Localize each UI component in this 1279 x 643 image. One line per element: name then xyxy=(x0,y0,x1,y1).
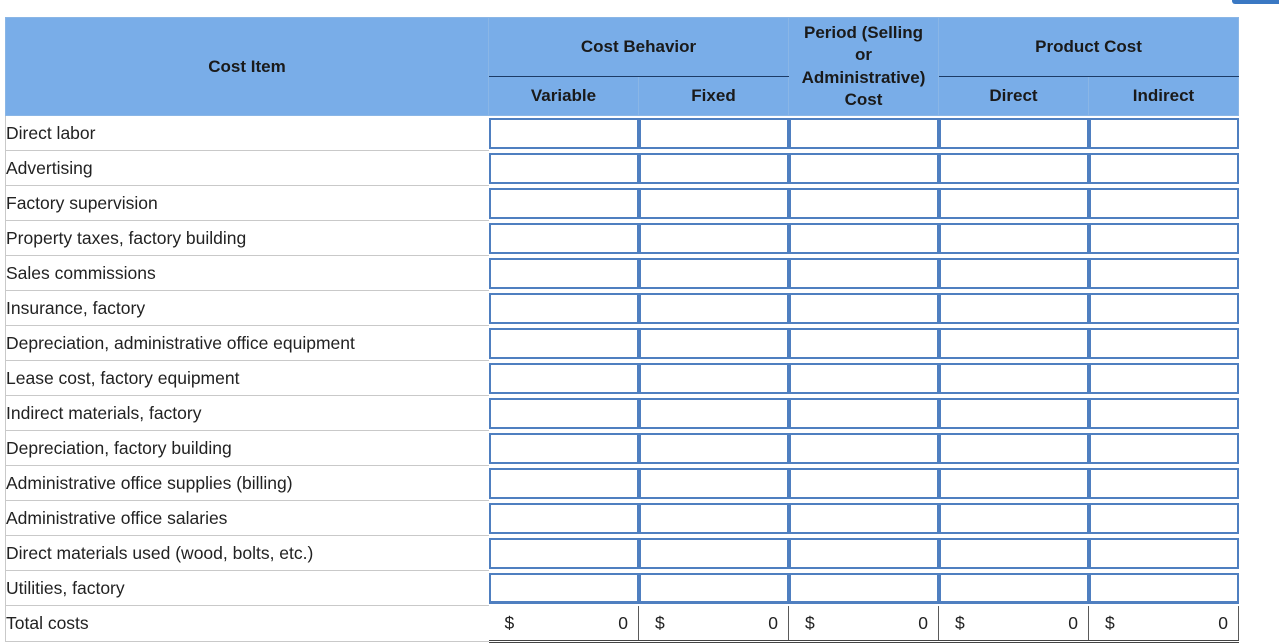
variable-input[interactable] xyxy=(489,188,639,219)
period-cell xyxy=(789,186,939,221)
total-direct xyxy=(939,606,1089,642)
fixed-input[interactable] xyxy=(639,188,789,219)
total-label: Total costs xyxy=(6,606,489,642)
indirect-input[interactable] xyxy=(1089,363,1239,394)
indirect-cell xyxy=(1089,571,1239,606)
table-row xyxy=(6,361,1239,396)
period-cell xyxy=(789,326,939,361)
period-cell xyxy=(789,501,939,536)
currency-symbol: $ xyxy=(655,612,665,633)
fixed-input[interactable] xyxy=(639,118,789,149)
period-cell xyxy=(789,431,939,466)
header-fixed: Fixed xyxy=(639,77,789,116)
variable-cell xyxy=(489,326,639,361)
fixed-input[interactable] xyxy=(639,293,789,324)
corner-tab[interactable] xyxy=(1232,0,1279,4)
direct-input[interactable] xyxy=(939,433,1089,464)
period-input[interactable] xyxy=(789,118,939,149)
direct-input[interactable] xyxy=(939,293,1089,324)
currency-symbol: $ xyxy=(1105,612,1115,633)
indirect-input[interactable] xyxy=(1089,258,1239,289)
period-cell xyxy=(789,291,939,326)
fixed-input[interactable] xyxy=(639,468,789,499)
table-row xyxy=(6,501,1239,536)
header-period-line1: Period (Selling xyxy=(803,22,924,42)
table-row xyxy=(6,396,1239,431)
header-period-cost xyxy=(789,18,939,116)
indirect-cell xyxy=(1089,186,1239,221)
indirect-input[interactable] xyxy=(1089,188,1239,219)
direct-cell xyxy=(939,571,1089,606)
indirect-cell xyxy=(1089,501,1239,536)
variable-input[interactable] xyxy=(489,503,639,534)
variable-cell xyxy=(489,151,639,186)
direct-input[interactable] xyxy=(939,223,1089,254)
total-period-value: 0 xyxy=(918,612,928,633)
period-input[interactable] xyxy=(789,223,939,254)
header-direct: Direct xyxy=(939,77,1089,116)
period-input[interactable] xyxy=(789,153,939,184)
indirect-cell xyxy=(1089,151,1239,186)
direct-input[interactable] xyxy=(939,153,1089,184)
variable-cell xyxy=(489,396,639,431)
indirect-cell xyxy=(1089,431,1239,466)
table-row xyxy=(6,466,1239,501)
variable-input[interactable] xyxy=(489,398,639,429)
direct-cell xyxy=(939,466,1089,501)
indirect-input[interactable] xyxy=(1089,503,1239,534)
indirect-input[interactable] xyxy=(1089,468,1239,499)
total-row xyxy=(6,606,1239,642)
variable-input[interactable] xyxy=(489,118,639,149)
cost-item-label: Utilities, factory xyxy=(6,571,489,606)
indirect-input[interactable] xyxy=(1089,118,1239,149)
fixed-cell xyxy=(639,221,789,256)
indirect-input[interactable] xyxy=(1089,328,1239,359)
period-input[interactable] xyxy=(789,188,939,219)
cost-item-label: Administrative office supplies (billing) xyxy=(6,466,489,501)
direct-input[interactable] xyxy=(939,188,1089,219)
indirect-input[interactable] xyxy=(1089,398,1239,429)
variable-cell xyxy=(489,361,639,396)
fixed-cell xyxy=(639,326,789,361)
table-row xyxy=(6,571,1239,606)
indirect-cell xyxy=(1089,361,1239,396)
period-input[interactable] xyxy=(789,293,939,324)
direct-cell xyxy=(939,151,1089,186)
period-cell xyxy=(789,221,939,256)
variable-cell xyxy=(489,571,639,606)
period-cell xyxy=(789,116,939,151)
variable-cell xyxy=(489,116,639,151)
indirect-input[interactable] xyxy=(1089,433,1239,464)
cost-table-body xyxy=(6,116,1239,642)
fixed-cell xyxy=(639,186,789,221)
total-indirect xyxy=(1089,606,1239,642)
header-cost-item: Cost Item xyxy=(6,18,489,116)
direct-cell xyxy=(939,536,1089,571)
variable-cell xyxy=(489,431,639,466)
fixed-cell xyxy=(639,361,789,396)
variable-input[interactable] xyxy=(489,363,639,394)
indirect-cell xyxy=(1089,466,1239,501)
currency-symbol: $ xyxy=(955,612,965,633)
cost-item-label: Sales commissions xyxy=(6,256,489,291)
period-cell xyxy=(789,536,939,571)
total-period xyxy=(789,606,939,642)
table-row xyxy=(6,536,1239,571)
direct-input[interactable] xyxy=(939,538,1089,569)
header-indirect: Indirect xyxy=(1089,77,1239,116)
direct-cell xyxy=(939,501,1089,536)
variable-input[interactable] xyxy=(489,433,639,464)
cost-item-label: Indirect materials, factory xyxy=(6,396,489,431)
total-fixed xyxy=(639,606,789,642)
currency-symbol: $ xyxy=(504,612,515,633)
indirect-cell xyxy=(1089,116,1239,151)
cost-item-label: Factory supervision xyxy=(6,186,489,221)
period-cell xyxy=(789,571,939,606)
table-row xyxy=(6,151,1239,186)
period-cell xyxy=(789,396,939,431)
fixed-cell xyxy=(639,536,789,571)
indirect-input[interactable] xyxy=(1089,153,1239,184)
period-input[interactable] xyxy=(789,503,939,534)
indirect-cell xyxy=(1089,326,1239,361)
direct-input[interactable] xyxy=(939,503,1089,534)
cost-item-label: Direct materials used (wood, bolts, etc.) xyxy=(6,536,489,571)
direct-cell xyxy=(939,291,1089,326)
fixed-input[interactable] xyxy=(639,538,789,569)
direct-cell xyxy=(939,221,1089,256)
direct-cell xyxy=(939,431,1089,466)
cost-item-label: Insurance, factory xyxy=(6,291,489,326)
period-cell xyxy=(789,466,939,501)
variable-input[interactable] xyxy=(489,468,639,499)
variable-cell xyxy=(489,466,639,501)
cost-item-label: Direct labor xyxy=(6,116,489,151)
fixed-cell xyxy=(639,291,789,326)
total-indirect-value: 0 xyxy=(1218,612,1229,633)
indirect-cell xyxy=(1089,291,1239,326)
fixed-input[interactable] xyxy=(639,433,789,464)
fixed-input[interactable] xyxy=(639,258,789,289)
cost-item-label: Advertising xyxy=(6,151,489,186)
variable-input[interactable] xyxy=(489,328,639,359)
direct-cell xyxy=(939,186,1089,221)
variable-input[interactable] xyxy=(489,223,639,254)
fixed-input[interactable] xyxy=(639,223,789,254)
direct-input[interactable] xyxy=(939,398,1089,429)
total-fixed-value: 0 xyxy=(768,612,778,633)
fixed-cell xyxy=(639,571,789,606)
period-input[interactable] xyxy=(789,433,939,464)
fixed-cell xyxy=(639,501,789,536)
variable-cell xyxy=(489,186,639,221)
fixed-cell xyxy=(639,396,789,431)
direct-input[interactable] xyxy=(939,468,1089,499)
period-input[interactable] xyxy=(789,573,939,604)
fixed-cell xyxy=(639,116,789,151)
variable-cell xyxy=(489,501,639,536)
table-row xyxy=(6,326,1239,361)
fixed-input[interactable] xyxy=(639,503,789,534)
fixed-input[interactable] xyxy=(639,363,789,394)
table-row xyxy=(6,186,1239,221)
table-row xyxy=(6,221,1239,256)
direct-input[interactable] xyxy=(939,118,1089,149)
period-input[interactable] xyxy=(789,328,939,359)
direct-input[interactable] xyxy=(939,258,1089,289)
fixed-input[interactable] xyxy=(639,153,789,184)
header-variable: Variable xyxy=(489,77,639,116)
indirect-cell xyxy=(1089,221,1239,256)
indirect-input[interactable] xyxy=(1089,293,1239,324)
total-variable-value: 0 xyxy=(618,612,628,633)
table-row xyxy=(6,291,1239,326)
header-period-line2: or xyxy=(855,45,872,64)
variable-cell xyxy=(489,256,639,291)
header-period-line4: Cost xyxy=(844,90,883,109)
variable-input[interactable] xyxy=(489,573,639,604)
fixed-input[interactable] xyxy=(639,328,789,359)
fixed-cell xyxy=(639,431,789,466)
variable-input[interactable] xyxy=(489,293,639,324)
indirect-input[interactable] xyxy=(1089,538,1239,569)
period-cell xyxy=(789,361,939,396)
direct-cell xyxy=(939,361,1089,396)
table-row xyxy=(6,431,1239,466)
variable-input[interactable] xyxy=(489,258,639,289)
table-row xyxy=(6,256,1239,291)
cost-item-label: Administrative office salaries xyxy=(6,501,489,536)
fixed-cell xyxy=(639,256,789,291)
currency-symbol: $ xyxy=(805,612,815,633)
period-input[interactable] xyxy=(789,363,939,394)
direct-cell xyxy=(939,256,1089,291)
header-period-line3: Administrative) xyxy=(801,67,926,87)
table-row xyxy=(6,116,1239,151)
period-cell xyxy=(789,151,939,186)
indirect-cell xyxy=(1089,256,1239,291)
direct-cell xyxy=(939,396,1089,431)
direct-input[interactable] xyxy=(939,573,1089,604)
cost-item-label: Depreciation, factory building xyxy=(6,431,489,466)
cost-item-label: Property taxes, factory building xyxy=(6,221,489,256)
indirect-cell xyxy=(1089,396,1239,431)
fixed-input[interactable] xyxy=(639,573,789,604)
direct-cell xyxy=(939,116,1089,151)
variable-cell xyxy=(489,291,639,326)
period-input[interactable] xyxy=(789,468,939,499)
variable-cell xyxy=(489,221,639,256)
direct-input[interactable] xyxy=(939,328,1089,359)
cost-item-label: Lease cost, factory equipment xyxy=(6,361,489,396)
period-input[interactable] xyxy=(789,538,939,569)
indirect-input[interactable] xyxy=(1089,223,1239,254)
total-variable xyxy=(489,606,639,642)
indirect-input[interactable] xyxy=(1089,573,1239,604)
fixed-cell xyxy=(639,466,789,501)
fixed-cell xyxy=(639,151,789,186)
cost-classification-table xyxy=(5,17,1239,643)
variable-cell xyxy=(489,536,639,571)
cost-item-label: Depreciation, administrative office equipment xyxy=(6,326,489,361)
header-cost-behavior: Cost Behavior xyxy=(489,18,789,77)
variable-input[interactable] xyxy=(489,153,639,184)
fixed-input[interactable] xyxy=(639,398,789,429)
period-cell xyxy=(789,256,939,291)
indirect-cell xyxy=(1089,536,1239,571)
direct-cell xyxy=(939,326,1089,361)
period-input[interactable] xyxy=(789,258,939,289)
total-direct-value: 0 xyxy=(1068,612,1078,633)
variable-input[interactable] xyxy=(489,538,639,569)
period-input[interactable] xyxy=(789,398,939,429)
header-product-cost: Product Cost xyxy=(939,18,1239,77)
direct-input[interactable] xyxy=(939,363,1089,394)
